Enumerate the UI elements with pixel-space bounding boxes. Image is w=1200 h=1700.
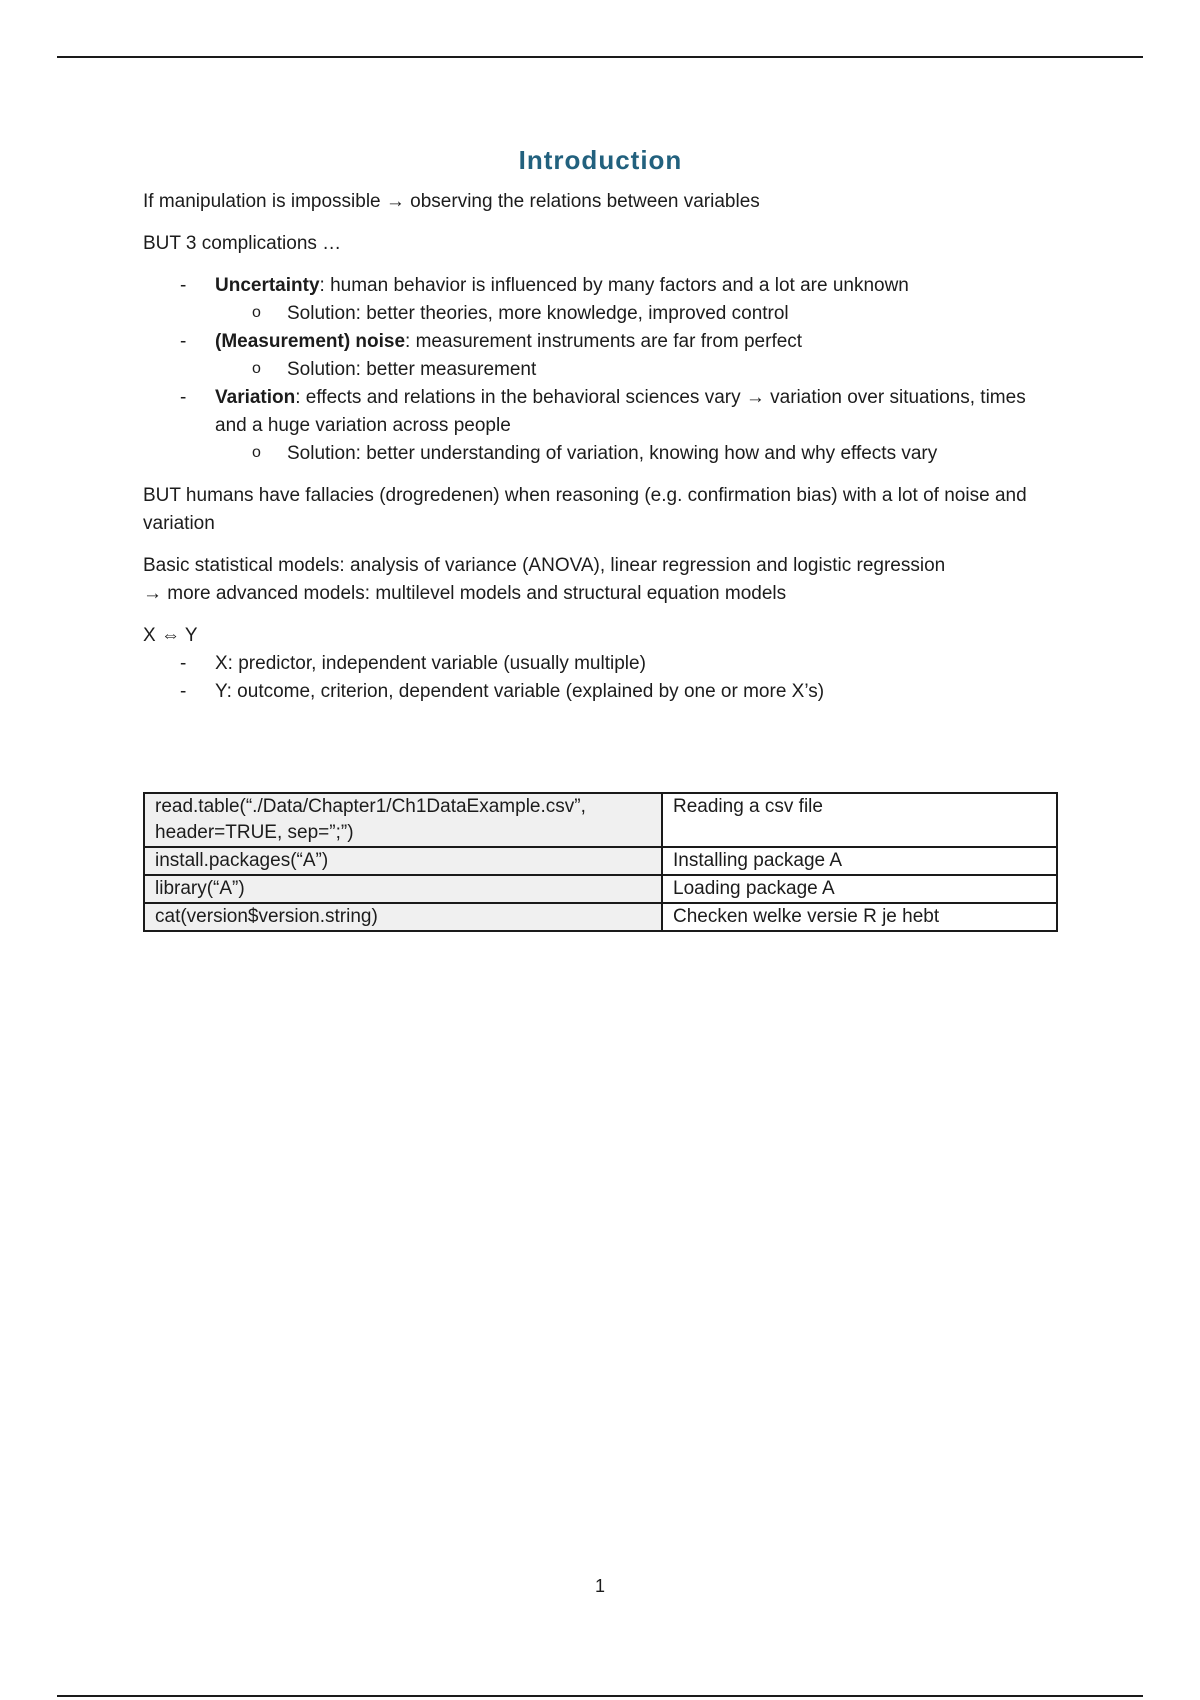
- code-cell: library(“A”): [144, 875, 662, 903]
- description-cell: Installing package A: [662, 847, 1057, 875]
- models-line: Basic statistical models: analysis of variance (ANOVA), linear regression and logistic regression: [143, 555, 946, 576]
- complications-heading: BUT 3 complications …: [143, 233, 342, 254]
- description-cell: Loading package A: [662, 875, 1057, 903]
- code-cell: install.packages(“A”): [144, 847, 662, 875]
- complication-term: Variation: [215, 387, 296, 408]
- complication-term: Uncertainty: [215, 275, 320, 296]
- fallacies-paragraph: BUT humans have fallacies (drogredenen) when reasoning (e.g. confirmation bias) with a lot of noise and variation: [143, 485, 1027, 534]
- list-item: [143, 384, 1058, 468]
- page-number: 1: [594, 1576, 605, 1596]
- table-row: [144, 793, 1057, 847]
- header-rule: [57, 56, 1143, 58]
- footer-rule: [57, 1695, 1143, 1697]
- list-item: [143, 328, 1058, 384]
- description-cell: Checken welke versie R je hebt: [662, 903, 1057, 931]
- complication-text: : effects and relations in the behavioral sciences vary → variation over situations, times and a huge variation across people: [215, 387, 1026, 436]
- solution-item: o Solution: better theories, more knowledge, improved control: [215, 300, 1058, 328]
- list-item: - X: predictor, independent variable (usually multiple): [143, 650, 1058, 678]
- complications-list: [143, 272, 1058, 468]
- sub-list: [215, 440, 1058, 468]
- complication-term: (Measurement) noise: [215, 331, 406, 352]
- models-line: → more advanced models: multilevel models and structural equation models: [143, 583, 787, 604]
- intro-line: If manipulation is impossible → observing the relations between variables: [143, 191, 760, 212]
- list-item: - Y: outcome, criterion, dependent variable (explained by one or more X’s): [143, 678, 1058, 706]
- page-content: [143, 142, 1058, 706]
- models-paragraph: [143, 552, 1058, 608]
- xy-list: [143, 650, 1058, 706]
- table-row: [144, 875, 1057, 903]
- description-cell: Reading a csv file: [662, 793, 1057, 847]
- complication-text: : human behavior is influenced by many factors and a lot are unknown: [319, 275, 909, 296]
- table-row: [144, 847, 1057, 875]
- sub-list: [215, 300, 1058, 328]
- code-cell: read.table(“./Data/Chapter1/Ch1DataExample.csv”, header=TRUE, sep=”;”): [144, 793, 662, 847]
- list-item: [143, 272, 1058, 328]
- complication-text: : measurement instruments are far from perfect: [405, 331, 803, 352]
- sub-list: [215, 356, 1058, 384]
- code-cell: cat(version$version.string): [144, 903, 662, 931]
- table-row: [144, 903, 1057, 931]
- solution-item: o Solution: better understanding of variation, knowing how and why effects vary: [215, 440, 1058, 468]
- xy-heading: X ⇔ Y: [143, 625, 198, 646]
- solution-item: o Solution: better measurement: [215, 356, 1058, 384]
- r-commands-table: [143, 792, 1058, 932]
- page-title: Introduction: [518, 145, 683, 175]
